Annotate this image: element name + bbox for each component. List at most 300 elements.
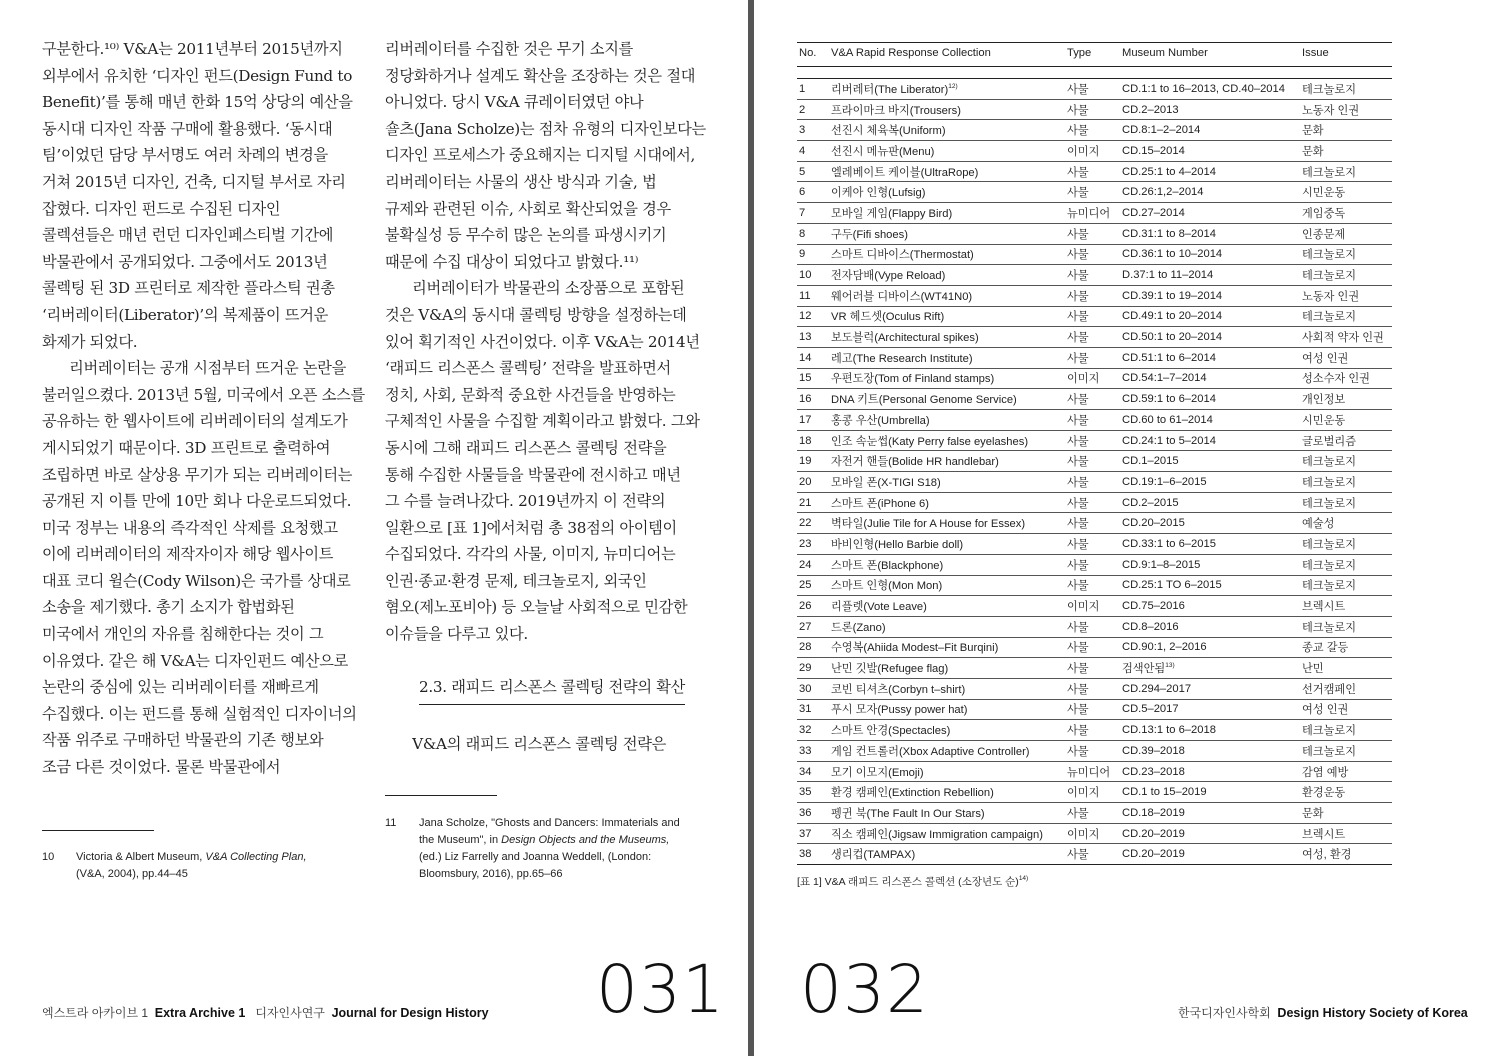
issue: 테크놀로지 <box>1302 472 1392 493</box>
table-row <box>797 720 1392 741</box>
item-name: 스마트 인형(Mon Mon) <box>831 575 1067 596</box>
museum-number: CD.31:1 to 8–2014 <box>1122 223 1302 244</box>
table-row <box>797 658 1392 679</box>
item-name: 모바일 게임(Flappy Bird) <box>831 203 1067 224</box>
page-number: 031 <box>596 951 725 1028</box>
body-line: 콜렉션들은 매년 런던 디자인페스티벌 기간에 <box>42 226 334 245</box>
issue: 감염 예방 <box>1302 761 1392 782</box>
issue: 게임중독 <box>1302 203 1392 224</box>
item-name: 바비인형(Hello Barbie doll) <box>831 534 1067 555</box>
header-museum-number: Museum Number <box>1122 43 1302 67</box>
row-number: 12 <box>797 306 831 327</box>
item-type: 사물 <box>1067 410 1122 431</box>
museum-number: CD.18–2019 <box>1122 803 1302 824</box>
item-name: 선진시 체육복(Uniform) <box>831 120 1067 141</box>
item-name: 보도블럭(Architectural spikes) <box>831 327 1067 348</box>
row-number: 27 <box>797 616 831 637</box>
body-line: 불확실성 등 무수히 많은 논의를 파생시키기 <box>385 226 667 245</box>
body-line: ‘리버레이터(Liberator)’의 복제품이 뜨거운 <box>42 305 328 324</box>
museum-number: CD.9:1–8–2015 <box>1122 554 1302 575</box>
body-line: V&A의 래피드 리스폰스 콜렉팅 전략은 <box>385 735 667 754</box>
table-row <box>797 327 1392 348</box>
table-row <box>797 823 1392 844</box>
table-header-row <box>797 43 1392 67</box>
item-type: 사물 <box>1067 803 1122 824</box>
row-number: 23 <box>797 534 831 555</box>
issue: 여성 인권 <box>1302 347 1392 368</box>
issue: 테크놀로지 <box>1302 616 1392 637</box>
museum-number: CD.60 to 61–2014 <box>1122 410 1302 431</box>
item-name: 스마트 폰(Blackphone) <box>831 554 1067 575</box>
body-line: 때문에 수집 대상이 되었다고 밝혔다.¹¹⁾ <box>385 252 639 271</box>
footnote-10: 10 Victoria & Albert Museum, V&A Collecting Plan, (V&A, 2004), pp.44–45 <box>42 851 307 880</box>
item-type: 사물 <box>1067 389 1122 410</box>
table-row <box>797 285 1392 306</box>
item-name: 푸시 모자(Pussy power hat) <box>831 699 1067 720</box>
table-row <box>797 637 1392 658</box>
body-line: Benefit)’를 통해 매년 한화 15억 상당의 예산을 <box>42 93 353 112</box>
museum-number: CD.20–2019 <box>1122 823 1302 844</box>
body-line: 동시대 디자인 작품 구매에 활용했다. ‘동시대 <box>42 119 333 138</box>
item-name: 구두(Fifi shoes) <box>831 223 1067 244</box>
table-row <box>797 244 1392 265</box>
body-line: 공개된 지 이틀 만에 10만 회나 다운로드되었다. <box>42 492 352 511</box>
row-number: 31 <box>797 699 831 720</box>
museum-number: CD.23–2018 <box>1122 761 1302 782</box>
museum-number: CD.2–2015 <box>1122 492 1302 513</box>
body-line: 숄츠(Jana Scholze)는 점차 유형의 디자인보다는 <box>385 119 706 138</box>
museum-number: CD.8–2016 <box>1122 616 1302 637</box>
row-number: 26 <box>797 596 831 617</box>
item-type: 사물 <box>1067 161 1122 182</box>
body-line: 화제가 되었다. <box>42 332 138 351</box>
item-name: 코빈 티셔츠(Corbyn t–shirt) <box>831 678 1067 699</box>
issue: 성소수자 인권 <box>1302 368 1392 389</box>
item-type: 사물 <box>1067 430 1122 451</box>
row-number: 24 <box>797 554 831 575</box>
museum-number: CD.24:1 to 5–2014 <box>1122 430 1302 451</box>
body-line: 대표 코디 윌슨(Cody Wilson)은 국가를 상대로 <box>42 571 351 590</box>
issue: 테크놀로지 <box>1302 720 1392 741</box>
item-type: 사물 <box>1067 244 1122 265</box>
row-number: 33 <box>797 741 831 762</box>
body-line: 구체적인 사물을 수집할 계획이라고 밝혔다. 그와 <box>385 412 700 431</box>
section-heading: 2.3. 래피드 리스폰스 콜렉팅 전략의 확산 <box>419 674 685 705</box>
museum-number: CD.50:1 to 20–2014 <box>1122 327 1302 348</box>
body-line: 소송을 제기했다. 총기 소지가 합법화된 <box>42 598 295 617</box>
table-caption: [표 1] V&A 래피드 리스폰스 콜렉션 (소장년도 순)$^{14)}$ <box>797 875 1029 888</box>
row-number: 36 <box>797 803 831 824</box>
body-line: 있어 획기적인 사건이었다. 이후 V&A는 2014년 <box>385 332 700 351</box>
item-type: 뉴미디어 <box>1067 761 1122 782</box>
body-line: 조금 다른 것이었다. 물론 박물관에서 <box>42 758 281 777</box>
item-type: 사물 <box>1067 678 1122 699</box>
museum-number: CD.294–2017 <box>1122 678 1302 699</box>
row-number: 38 <box>797 844 831 865</box>
museum-number: D.37:1 to 11–2014 <box>1122 265 1302 286</box>
item-type: 사물 <box>1067 327 1122 348</box>
item-name: 생리컵(TAMPAX) <box>831 844 1067 865</box>
issue: 테크놀로지 <box>1302 161 1392 182</box>
table-row <box>797 161 1392 182</box>
item-name: 프라이마크 바지(Trousers) <box>831 99 1067 120</box>
issue: 시민운동 <box>1302 182 1392 203</box>
table-row <box>797 844 1392 865</box>
table-row <box>797 410 1392 431</box>
row-number: 6 <box>797 182 831 203</box>
body-line: 것은 V&A의 동시대 콜렉팅 방향을 설정하는데 <box>385 305 687 324</box>
issue: 사회적 약자 인권 <box>1302 327 1392 348</box>
body-line: 일환으로 [표 1]에서처럼 총 38점의 아이템이 <box>385 518 677 537</box>
museum-number: CD.36:1 to 10–2014 <box>1122 244 1302 265</box>
museum-number: CD.13:1 to 6–2018 <box>1122 720 1302 741</box>
body-line: 거쳐 2015년 디자인, 건축, 디지털 부서로 자리 <box>42 172 346 191</box>
issue: 선거캠페인 <box>1302 678 1392 699</box>
museum-number: CD.39–2018 <box>1122 741 1302 762</box>
collection-table <box>797 42 1392 865</box>
item-type: 사물 <box>1067 534 1122 555</box>
museum-number: CD.20–2019 <box>1122 844 1302 865</box>
row-number: 16 <box>797 389 831 410</box>
item-type: 사물 <box>1067 575 1122 596</box>
item-name: 난민 깃발(Refugee flag) <box>831 658 1067 679</box>
museum-number: CD.59:1 to 6–2014 <box>1122 389 1302 410</box>
body-line: 조립하면 바로 살상용 무기가 되는 리버레이터는 <box>42 465 353 484</box>
museum-number: CD.51:1 to 6–2014 <box>1122 347 1302 368</box>
row-number: 20 <box>797 472 831 493</box>
issue: 테크놀로지 <box>1302 451 1392 472</box>
running-footer: 엑스트라 아카이브 1 Extra Archive 1 디자인사연구 Journal for Design History <box>42 1006 489 1020</box>
issue: 글로벌리즘 <box>1302 430 1392 451</box>
issue: 여성, 환경 <box>1302 844 1392 865</box>
museum-number: CD.49:1 to 20–2014 <box>1122 306 1302 327</box>
row-number: 32 <box>797 720 831 741</box>
item-name: 스마트 폰(iPhone 6) <box>831 492 1067 513</box>
museum-number: CD.15–2014 <box>1122 141 1302 162</box>
row-number: 25 <box>797 575 831 596</box>
body-line: 미국에서 개인의 자유를 침해한다는 것이 그 <box>42 625 324 644</box>
item-type: 이미지 <box>1067 823 1122 844</box>
table-row <box>797 616 1392 637</box>
museum-number: CD.1:1 to 16–2013, CD.40–2014 <box>1122 79 1302 100</box>
museum-number: CD.90:1, 2–2016 <box>1122 637 1302 658</box>
body-line: 수집되었다. 각각의 사물, 이미지, 뉴미디어는 <box>385 545 676 564</box>
item-name: 펭귄 북(The Fault In Our Stars) <box>831 803 1067 824</box>
row-number: 34 <box>797 761 831 782</box>
body-column-2 <box>385 36 715 758</box>
issue: 브렉시트 <box>1302 823 1392 844</box>
body-line: 정당화하거나 설계도 확산을 조장하는 것은 절대 <box>385 66 696 85</box>
museum-number: CD.75–2016 <box>1122 596 1302 617</box>
item-name: 리플렛(Vote Leave) <box>831 596 1067 617</box>
item-name: 스마트 안경(Spectacles) <box>831 720 1067 741</box>
item-type: 이미지 <box>1067 141 1122 162</box>
body-line: 외부에서 유치한 ‘디자인 펀드(Design Fund to <box>42 66 353 85</box>
body-line: 이유였다. 같은 해 V&A는 디자인펀드 예산으로 <box>42 651 349 670</box>
issue: 종교 갈등 <box>1302 637 1392 658</box>
row-number: 7 <box>797 203 831 224</box>
table-row <box>797 451 1392 472</box>
body-line: ‘래피드 리스폰스 콜렉팅’ 전략을 발표하면서 <box>385 359 671 378</box>
museum-number: CD.1 to 15–2019 <box>1122 782 1302 803</box>
row-number: 3 <box>797 120 831 141</box>
item-type: 사물 <box>1067 265 1122 286</box>
left-page <box>0 0 748 1056</box>
footnote-11: 11 Jana Scholze, "Ghosts and Dancers: Immaterials and the Museum", in Design Objects and the Museums, (ed.) Liz Farrelly and Joanna Weddell, (London: Bloomsbury, 2016), pp.65–66 <box>385 817 680 880</box>
item-name: 모바일 폰(X-TIGI S18) <box>831 472 1067 493</box>
body-line: 리버레이터는 사물의 생산 방식과 기술, 법 <box>385 172 657 191</box>
item-type: 사물 <box>1067 79 1122 100</box>
body-line: 잡혔다. 디자인 펀드로 수집된 디자인 <box>42 199 281 218</box>
body-line: 게시되었기 때문이다. 3D 프린트로 출력하여 <box>42 438 331 457</box>
museum-number: CD.1–2015 <box>1122 451 1302 472</box>
body-line: 리버레이터를 수집한 것은 무기 소지를 <box>385 40 634 58</box>
running-footer: 한국디자인사학회 Design History Society of Korea <box>1178 1006 1468 1020</box>
body-line: 그 수를 늘려나갔다. 2019년까지 이 전략의 <box>385 492 666 511</box>
museum-number: CD.54:1–7–2014 <box>1122 368 1302 389</box>
body-line: 미국 정부는 내용의 즉각적인 삭제를 요청했고 <box>42 518 338 537</box>
table-row <box>797 534 1392 555</box>
table-row <box>797 79 1392 100</box>
row-number: 29 <box>797 658 831 679</box>
issue: 테크놀로지 <box>1302 554 1392 575</box>
row-number: 13 <box>797 327 831 348</box>
body-line: 리버레이터는 공개 시점부터 뜨거운 논란을 <box>42 359 346 378</box>
item-type: 사물 <box>1067 306 1122 327</box>
table-row <box>797 472 1392 493</box>
header-issue: Issue <box>1302 43 1392 67</box>
row-number: 37 <box>797 823 831 844</box>
museum-number: CD.27–2014 <box>1122 203 1302 224</box>
item-type: 사물 <box>1067 472 1122 493</box>
issue: 예술성 <box>1302 513 1392 534</box>
museum-number: CD.25:1 TO 6–2015 <box>1122 575 1302 596</box>
table-row <box>797 803 1392 824</box>
item-type: 사물 <box>1067 637 1122 658</box>
item-name: 엘레베이트 케이블(UltraRope) <box>831 161 1067 182</box>
item-name: 게임 컨트롤러(Xbox Adaptive Controller) <box>831 741 1067 762</box>
table-row <box>797 513 1392 534</box>
table-row <box>797 430 1392 451</box>
item-type: 사물 <box>1067 741 1122 762</box>
item-type: 사물 <box>1067 658 1122 679</box>
issue: 테크놀로지 <box>1302 79 1392 100</box>
item-type: 사물 <box>1067 513 1122 534</box>
row-number: 15 <box>797 368 831 389</box>
row-number: 22 <box>797 513 831 534</box>
issue: 테크놀로지 <box>1302 265 1392 286</box>
header-no: No. <box>797 43 831 67</box>
item-type: 이미지 <box>1067 368 1122 389</box>
item-type: 사물 <box>1067 699 1122 720</box>
row-number: 1 <box>797 79 831 100</box>
issue: 환경운동 <box>1302 782 1392 803</box>
issue: 시민운동 <box>1302 410 1392 431</box>
item-name: 홍콩 우산(Umbrella) <box>831 410 1067 431</box>
museum-number: CD.33:1 to 6–2015 <box>1122 534 1302 555</box>
table-row <box>797 782 1392 803</box>
item-type: 사물 <box>1067 99 1122 120</box>
table-row <box>797 575 1392 596</box>
museum-number: CD.2–2013 <box>1122 99 1302 120</box>
row-number: 35 <box>797 782 831 803</box>
table-row <box>797 265 1392 286</box>
issue: 노동자 인권 <box>1302 99 1392 120</box>
issue: 인종문제 <box>1302 223 1392 244</box>
row-number: 10 <box>797 265 831 286</box>
table-row <box>797 741 1392 762</box>
table-row <box>797 182 1392 203</box>
item-name: 벽타일(Julie Tile for A House for Essex) <box>831 513 1067 534</box>
item-type: 사물 <box>1067 844 1122 865</box>
table-row <box>797 699 1392 720</box>
table-row <box>797 99 1392 120</box>
item-name: 이케아 인형(Lufsig) <box>831 182 1067 203</box>
item-type: 사물 <box>1067 347 1122 368</box>
item-type: 사물 <box>1067 285 1122 306</box>
issue: 난민 <box>1302 658 1392 679</box>
body-line: 정치, 사회, 문화적 중요한 사건들을 반영하는 <box>385 385 676 404</box>
page-number: 032 <box>800 951 929 1028</box>
table-row <box>797 761 1392 782</box>
body-line: 이슈들을 다루고 있다. <box>385 625 528 644</box>
footnote-rule <box>42 830 154 831</box>
body-line: 혐오(제노포비아) 등 오늘날 사회적으로 민감한 <box>385 598 688 617</box>
item-type: 사물 <box>1067 182 1122 203</box>
item-name: 직소 캠페인(Jigsaw Immigration campaign) <box>831 823 1067 844</box>
item-name: 자전거 핸들(Bolide HR handlebar) <box>831 451 1067 472</box>
item-name: 리버레터(The Liberator)$^{12)}$ <box>831 79 1067 100</box>
item-type: 사물 <box>1067 554 1122 575</box>
issue: 테크놀로지 <box>1302 244 1392 265</box>
item-name: 레고(The Research Institute) <box>831 347 1067 368</box>
item-type: 이미지 <box>1067 596 1122 617</box>
museum-number: CD.39:1 to 19–2014 <box>1122 285 1302 306</box>
table-row <box>797 368 1392 389</box>
row-number: 21 <box>797 492 831 513</box>
issue: 여성 인권 <box>1302 699 1392 720</box>
row-number: 2 <box>797 99 831 120</box>
table-row <box>797 389 1392 410</box>
body-line: 디자인 프로세스가 중요해지는 디지털 시대에서, <box>385 146 696 165</box>
body-line: 리버레이터가 박물관의 소장품으로 포함된 <box>385 279 685 298</box>
issue: 문화 <box>1302 141 1392 162</box>
table-row <box>797 596 1392 617</box>
item-type: 사물 <box>1067 616 1122 637</box>
item-type: 사물 <box>1067 223 1122 244</box>
item-name: 드론(Zano) <box>831 616 1067 637</box>
item-type: 사물 <box>1067 720 1122 741</box>
item-type: 사물 <box>1067 451 1122 472</box>
table-row <box>797 678 1392 699</box>
issue: 테크놀로지 <box>1302 492 1392 513</box>
row-number: 11 <box>797 285 831 306</box>
body-line: 수집했다. 이는 펀드를 통해 실험적인 디자이너의 <box>42 704 357 723</box>
table-row <box>797 347 1392 368</box>
item-name: 수영복(Ahiida Modest–Fit Burqini) <box>831 637 1067 658</box>
item-name: 우편도장(Tom of Finland stamps) <box>831 368 1067 389</box>
body-line: 작품 위주로 구매하던 박물관의 기존 행보와 <box>42 731 324 750</box>
table-row <box>797 492 1392 513</box>
row-number: 5 <box>797 161 831 182</box>
item-type: 사물 <box>1067 120 1122 141</box>
row-number: 8 <box>797 223 831 244</box>
body-line: 아니었다. 당시 V&A 큐레이터였던 야나 <box>385 93 644 112</box>
museum-number: CD.26:1,2–2014 <box>1122 182 1302 203</box>
item-type: 이미지 <box>1067 782 1122 803</box>
item-name: 전자담배(Vype Reload) <box>831 265 1067 286</box>
item-name: VR 헤드셋(Oculus Rift) <box>831 306 1067 327</box>
museum-number: CD.5–2017 <box>1122 699 1302 720</box>
row-number: 28 <box>797 637 831 658</box>
issue: 개인정보 <box>1302 389 1392 410</box>
issue: 테크놀로지 <box>1302 534 1392 555</box>
body-line: 팀’이었던 담당 부서명도 여러 차례의 변경을 <box>42 146 328 165</box>
table-row <box>797 306 1392 327</box>
museum-number: CD.20–2015 <box>1122 513 1302 534</box>
table-row <box>797 120 1392 141</box>
right-page <box>754 0 1504 1056</box>
item-name: 웨어러블 디바이스(WT41N0) <box>831 285 1067 306</box>
row-number: 30 <box>797 678 831 699</box>
body-line: 공유하는 한 웹사이트에 리버레이터의 설계도가 <box>42 412 348 431</box>
body-column-1 <box>42 36 364 781</box>
header-collection: V&A Rapid Response Collection <box>831 43 1067 67</box>
museum-number: CD.19:1–6–2015 <box>1122 472 1302 493</box>
museum-number: CD.8:1–2–2014 <box>1122 120 1302 141</box>
museum-number: CD.25:1 to 4–2014 <box>1122 161 1302 182</box>
body-line: 구분한다.¹⁰⁾ V&A는 2011년부터 2015년까지 <box>42 40 343 58</box>
table-row <box>797 203 1392 224</box>
body-line: 박물관에서 공개되었다. 그중에서도 2013년 <box>42 252 328 271</box>
table-row <box>797 141 1392 162</box>
row-number: 14 <box>797 347 831 368</box>
row-number: 9 <box>797 244 831 265</box>
issue: 테크놀로지 <box>1302 575 1392 596</box>
body-line: 규제와 관련된 이슈, 사회로 확산되었을 경우 <box>385 199 671 218</box>
item-name: 환경 캠페인(Extinction Rebellion) <box>831 782 1067 803</box>
body-line: 통해 수집한 사물들을 박물관에 전시하고 매년 <box>385 465 681 484</box>
body-line: 불러일으켰다. 2013년 5월, 미국에서 오픈 소스를 <box>42 385 365 404</box>
issue: 문화 <box>1302 803 1392 824</box>
body-line: 콜렉팅 된 3D 프린터로 제작한 플라스틱 권총 <box>42 279 335 298</box>
row-number: 17 <box>797 410 831 431</box>
header-type: Type <box>1067 43 1122 67</box>
item-name: 모기 이모지(Emoji) <box>831 761 1067 782</box>
table-row <box>797 554 1392 575</box>
item-name: 인조 속눈썹(Katy Perry false eyelashes) <box>831 430 1067 451</box>
footnote-rule <box>385 795 497 796</box>
item-type: 뉴미디어 <box>1067 203 1122 224</box>
issue: 브렉시트 <box>1302 596 1392 617</box>
table-row <box>797 223 1392 244</box>
item-name: 스마트 디바이스(Thermostat) <box>831 244 1067 265</box>
museum-number: 검색안됨$^{13)}$ <box>1122 658 1302 679</box>
body-line: 이에 리버레이터의 제작자이자 해당 웹사이트 <box>42 545 334 564</box>
row-number: 19 <box>797 451 831 472</box>
body-line: 논란의 중심에 있는 리버레이터를 재빠르게 <box>42 678 319 697</box>
item-name: DNA 키트(Personal Genome Service) <box>831 389 1067 410</box>
item-name: 선진시 메뉴판(Menu) <box>831 141 1067 162</box>
body-line: 인권·종교·환경 문제, 테크놀로지, 외국인 <box>385 571 647 590</box>
row-number: 4 <box>797 141 831 162</box>
issue: 노동자 인권 <box>1302 285 1392 306</box>
issue: 테크놀로지 <box>1302 741 1392 762</box>
row-number: 18 <box>797 430 831 451</box>
body-line: 동시에 그해 래피드 리스폰스 콜렉팅 전략을 <box>385 438 667 457</box>
issue: 문화 <box>1302 120 1392 141</box>
item-type: 사물 <box>1067 492 1122 513</box>
